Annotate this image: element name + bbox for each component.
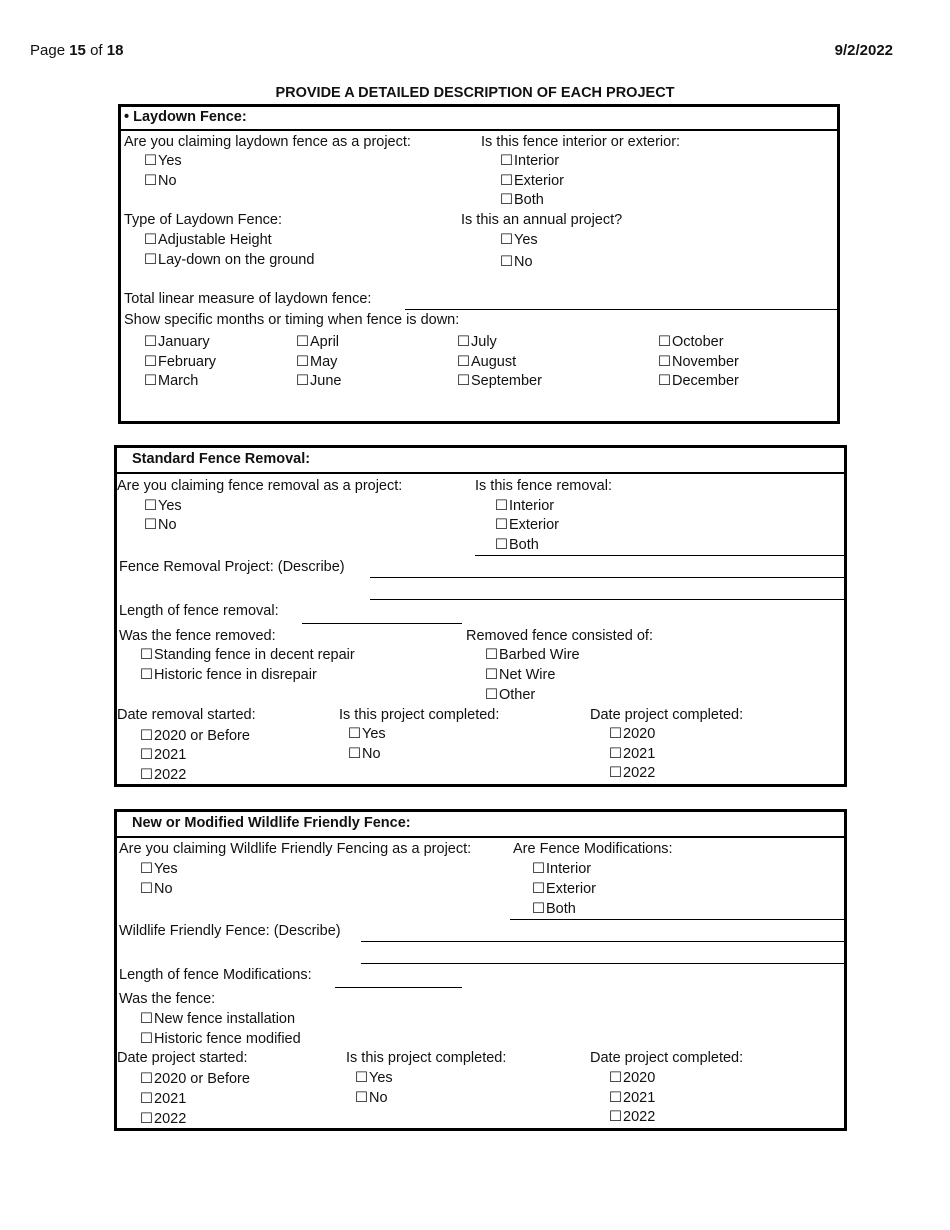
wildlife-length-label: Length of fence Modifications: <box>119 967 312 983</box>
removal-started-2021[interactable]: ☐2021 <box>140 747 187 763</box>
removal-was-standing[interactable]: ☐Standing fence in decent repair <box>140 647 355 663</box>
checkbox[interactable]: ☐ <box>348 726 361 742</box>
wildlife-date-completed-2022[interactable]: ☐2022 <box>609 1109 656 1125</box>
checkbox[interactable]: ☐ <box>495 537 508 553</box>
wildlife-describe-input-line2[interactable] <box>361 963 845 964</box>
laydown-claim-yes[interactable]: ☐Yes <box>144 153 182 169</box>
removal-opt-exterior[interactable]: ☐Exterior <box>495 517 559 533</box>
wildlife-divider <box>510 919 845 920</box>
checkbox[interactable]: ☐ <box>140 881 153 897</box>
laydown-annual-no[interactable]: ☐No <box>500 254 533 270</box>
checkbox[interactable]: ☐ <box>485 667 498 683</box>
wildlife-date-completed-2020[interactable]: ☐2020 <box>609 1070 656 1086</box>
checkbox[interactable]: ☐ <box>140 1011 153 1027</box>
wildlife-describe-input[interactable] <box>361 941 845 942</box>
wildlife-claim-no[interactable]: ☐No <box>140 881 173 897</box>
removal-consisted-barbed[interactable]: ☐Barbed Wire <box>485 647 580 663</box>
checkbox[interactable]: ☐ <box>144 232 157 248</box>
checkbox[interactable]: ☐ <box>296 373 309 389</box>
checkbox[interactable]: ☐ <box>140 667 153 683</box>
checkbox[interactable]: ☐ <box>144 517 157 533</box>
laydown-annual-question: Is this an annual project? <box>461 212 623 228</box>
removal-completed-no[interactable]: ☐No <box>348 746 381 762</box>
checkbox[interactable]: ☐ <box>296 334 309 350</box>
removal-length-input[interactable] <box>302 623 462 624</box>
page-of: of <box>90 42 103 59</box>
wildlife-title: New or Modified Wildlife Friendly Fence: <box>132 815 411 831</box>
month-february[interactable]: ☐February <box>144 354 217 370</box>
laydown-opt-interior[interactable]: ☐Interior <box>500 153 560 169</box>
checkbox[interactable]: ☐ <box>532 901 545 917</box>
checkbox[interactable]: ☐ <box>485 647 498 663</box>
removal-started-2022[interactable]: ☐2022 <box>140 767 187 783</box>
laydown-linear-label: Total linear measure of laydown fence: <box>124 291 372 307</box>
removal-title: Standard Fence Removal: <box>132 451 311 467</box>
wildlife-started-2021[interactable]: ☐2021 <box>140 1091 187 1107</box>
checkbox[interactable]: ☐ <box>500 254 513 270</box>
removal-interior-question: Is this fence removal: <box>475 478 612 494</box>
wildlife-describe-label: Wildlife Friendly Fence: (Describe) <box>119 923 341 939</box>
removal-describe-input-line2[interactable] <box>370 599 845 600</box>
removal-was-question: Was the fence removed: <box>119 628 276 644</box>
checkbox[interactable]: ☐ <box>140 767 153 783</box>
removal-date-completed-question: Date project completed: <box>590 707 744 723</box>
checkbox[interactable]: ☐ <box>658 373 671 389</box>
removal-started-2020[interactable]: ☐2020 or Before <box>140 728 250 744</box>
checkbox[interactable]: ☐ <box>140 1031 153 1047</box>
removal-claim-yes[interactable]: ☐Yes <box>144 498 182 514</box>
month-june[interactable]: ☐June <box>296 373 342 389</box>
removal-consisted-net[interactable]: ☐Net Wire <box>485 667 556 683</box>
removal-consisted-question: Removed fence consisted of: <box>466 628 653 644</box>
checkbox[interactable]: ☐ <box>485 687 498 703</box>
laydown-type-laydown[interactable]: ☐Lay-down on the ground <box>144 252 315 268</box>
laydown-opt-both[interactable]: ☐Both <box>500 192 544 208</box>
removal-opt-both[interactable]: ☐Both <box>495 537 539 553</box>
removal-divider <box>475 555 845 556</box>
wildlife-was-question: Was the fence: <box>119 991 216 1007</box>
laydown-title: • Laydown Fence: <box>124 109 247 125</box>
checkbox[interactable]: ☐ <box>457 354 470 370</box>
wildlife-was-new[interactable]: ☐New fence installation <box>140 1011 296 1027</box>
wildlife-opt-interior[interactable]: ☐Interior <box>532 861 592 877</box>
checkbox[interactable]: ☐ <box>144 153 157 169</box>
month-september[interactable]: ☐September <box>457 373 542 389</box>
removal-date-completed-2022[interactable]: ☐2022 <box>609 765 656 781</box>
checkbox[interactable]: ☐ <box>457 334 470 350</box>
checkbox[interactable]: ☐ <box>296 354 309 370</box>
removal-opt-interior[interactable]: ☐Interior <box>495 498 555 514</box>
removal-length-label: Length of fence removal: <box>119 603 279 619</box>
laydown-claim-question: Are you claiming laydown fence as a project: <box>124 134 411 150</box>
month-march[interactable]: ☐March <box>144 373 199 389</box>
wildlife-started-question: Date project started: <box>117 1050 248 1066</box>
checkbox[interactable]: ☐ <box>609 746 622 762</box>
month-november[interactable]: ☐November <box>658 354 739 370</box>
checkbox[interactable]: ☐ <box>609 765 622 781</box>
month-october[interactable]: ☐October <box>658 334 724 350</box>
wildlife-completed-yes[interactable]: ☐Yes <box>355 1070 393 1086</box>
wildlife-length-input[interactable] <box>335 987 462 988</box>
checkbox[interactable]: ☐ <box>140 747 153 763</box>
checkbox[interactable]: ☐ <box>495 498 508 514</box>
removal-claim-no[interactable]: ☐No <box>144 517 177 533</box>
removal-started-question: Date removal started: <box>117 707 256 723</box>
checkbox[interactable]: ☐ <box>140 1111 153 1127</box>
month-january[interactable]: ☐January <box>144 334 210 350</box>
checkbox[interactable]: ☐ <box>144 354 157 370</box>
checkbox[interactable]: ☐ <box>500 232 513 248</box>
wildlife-was-historic[interactable]: ☐Historic fence modified <box>140 1031 301 1047</box>
wildlife-claim-question: Are you claiming Wildlife Friendly Fencing as a project: <box>119 841 472 857</box>
checkbox[interactable]: ☐ <box>348 746 361 762</box>
page-total: 18 <box>106 42 124 59</box>
checkbox[interactable]: ☐ <box>532 861 545 877</box>
removal-describe-input[interactable] <box>370 577 845 578</box>
month-july[interactable]: ☐July <box>457 334 497 350</box>
checkbox[interactable]: ☐ <box>609 1070 622 1086</box>
laydown-type-question: Type of Laydown Fence: <box>124 212 282 228</box>
checkbox[interactable]: ☐ <box>532 881 545 897</box>
checkbox[interactable]: ☐ <box>457 373 470 389</box>
removal-describe-label: Fence Removal Project: (Describe) <box>119 559 345 575</box>
checkbox[interactable]: ☐ <box>144 252 157 268</box>
wildlife-opt-exterior[interactable]: ☐Exterior <box>532 881 596 897</box>
laydown-interior-question: Is this fence interior or exterior: <box>481 134 681 150</box>
removal-title-divider <box>114 472 847 474</box>
checkbox[interactable]: ☐ <box>355 1090 368 1106</box>
wildlife-mods-question: Are Fence Modifications: <box>513 841 673 857</box>
laydown-type-adjustable[interactable]: ☐Adjustable Height <box>144 232 272 248</box>
checkbox[interactable]: ☐ <box>144 498 157 514</box>
wildlife-date-completed-2021[interactable]: ☐2021 <box>609 1090 656 1106</box>
checkbox[interactable]: ☐ <box>144 334 157 350</box>
checkbox[interactable]: ☐ <box>140 647 153 663</box>
wildlife-completed-no[interactable]: ☐No <box>355 1090 388 1106</box>
wildlife-date-completed-question: Date project completed: <box>590 1050 744 1066</box>
laydown-linear-input[interactable] <box>405 309 838 310</box>
laydown-months-label: Show specific months or timing when fence is down: <box>124 312 460 328</box>
month-may[interactable]: ☐May <box>296 354 338 370</box>
wildlife-opt-both[interactable]: ☐Both <box>532 901 576 917</box>
removal-was-historic[interactable]: ☐Historic fence in disrepair <box>140 667 317 683</box>
laydown-claim-no[interactable]: ☐No <box>144 173 177 189</box>
laydown-opt-exterior[interactable]: ☐Exterior <box>500 173 564 189</box>
removal-completed-yes[interactable]: ☐Yes <box>348 726 386 742</box>
checkbox[interactable]: ☐ <box>355 1070 368 1086</box>
checkbox[interactable]: ☐ <box>500 153 513 169</box>
wildlife-claim-yes[interactable]: ☐Yes <box>140 861 178 877</box>
checkbox[interactable]: ☐ <box>658 334 671 350</box>
laydown-title-divider <box>118 129 840 131</box>
wildlife-started-2022[interactable]: ☐2022 <box>140 1111 187 1127</box>
month-april[interactable]: ☐April <box>296 334 340 350</box>
checkbox[interactable]: ☐ <box>495 517 508 533</box>
month-august[interactable]: ☐August <box>457 354 517 370</box>
removal-consisted-other[interactable]: ☐Other <box>485 687 536 703</box>
page-date: 9/2/2022 <box>834 42 893 59</box>
checkbox[interactable]: ☐ <box>500 173 513 189</box>
checkbox[interactable]: ☐ <box>140 728 153 744</box>
removal-date-completed-2020[interactable]: ☐2020 <box>609 726 656 742</box>
page-current: 15 <box>69 42 86 59</box>
checkbox[interactable]: ☐ <box>140 1071 153 1087</box>
checkbox[interactable]: ☐ <box>140 1091 153 1107</box>
wildlife-completed-question: Is this project completed: <box>346 1050 507 1066</box>
page-prefix: Page <box>30 42 66 59</box>
checkbox[interactable]: ☐ <box>609 1109 622 1125</box>
wildlife-started-2020[interactable]: ☐2020 or Before <box>140 1071 250 1087</box>
checkbox[interactable]: ☐ <box>144 173 157 189</box>
checkbox[interactable]: ☐ <box>140 861 153 877</box>
checkbox[interactable]: ☐ <box>500 192 513 208</box>
month-december[interactable]: ☐December <box>658 373 739 389</box>
main-title: PROVIDE A DETAILED DESCRIPTION OF EACH PROJECT <box>275 85 675 101</box>
removal-date-completed-2021[interactable]: ☐2021 <box>609 746 656 762</box>
page-number <box>30 42 123 60</box>
wildlife-title-divider <box>114 836 847 838</box>
checkbox[interactable]: ☐ <box>658 354 671 370</box>
checkbox[interactable]: ☐ <box>609 1090 622 1106</box>
removal-completed-question: Is this project completed: <box>339 707 500 723</box>
checkbox[interactable]: ☐ <box>609 726 622 742</box>
checkbox[interactable]: ☐ <box>144 373 157 389</box>
removal-claim-question: Are you claiming fence removal as a project: <box>117 478 403 494</box>
laydown-annual-yes[interactable]: ☐Yes <box>500 232 538 248</box>
